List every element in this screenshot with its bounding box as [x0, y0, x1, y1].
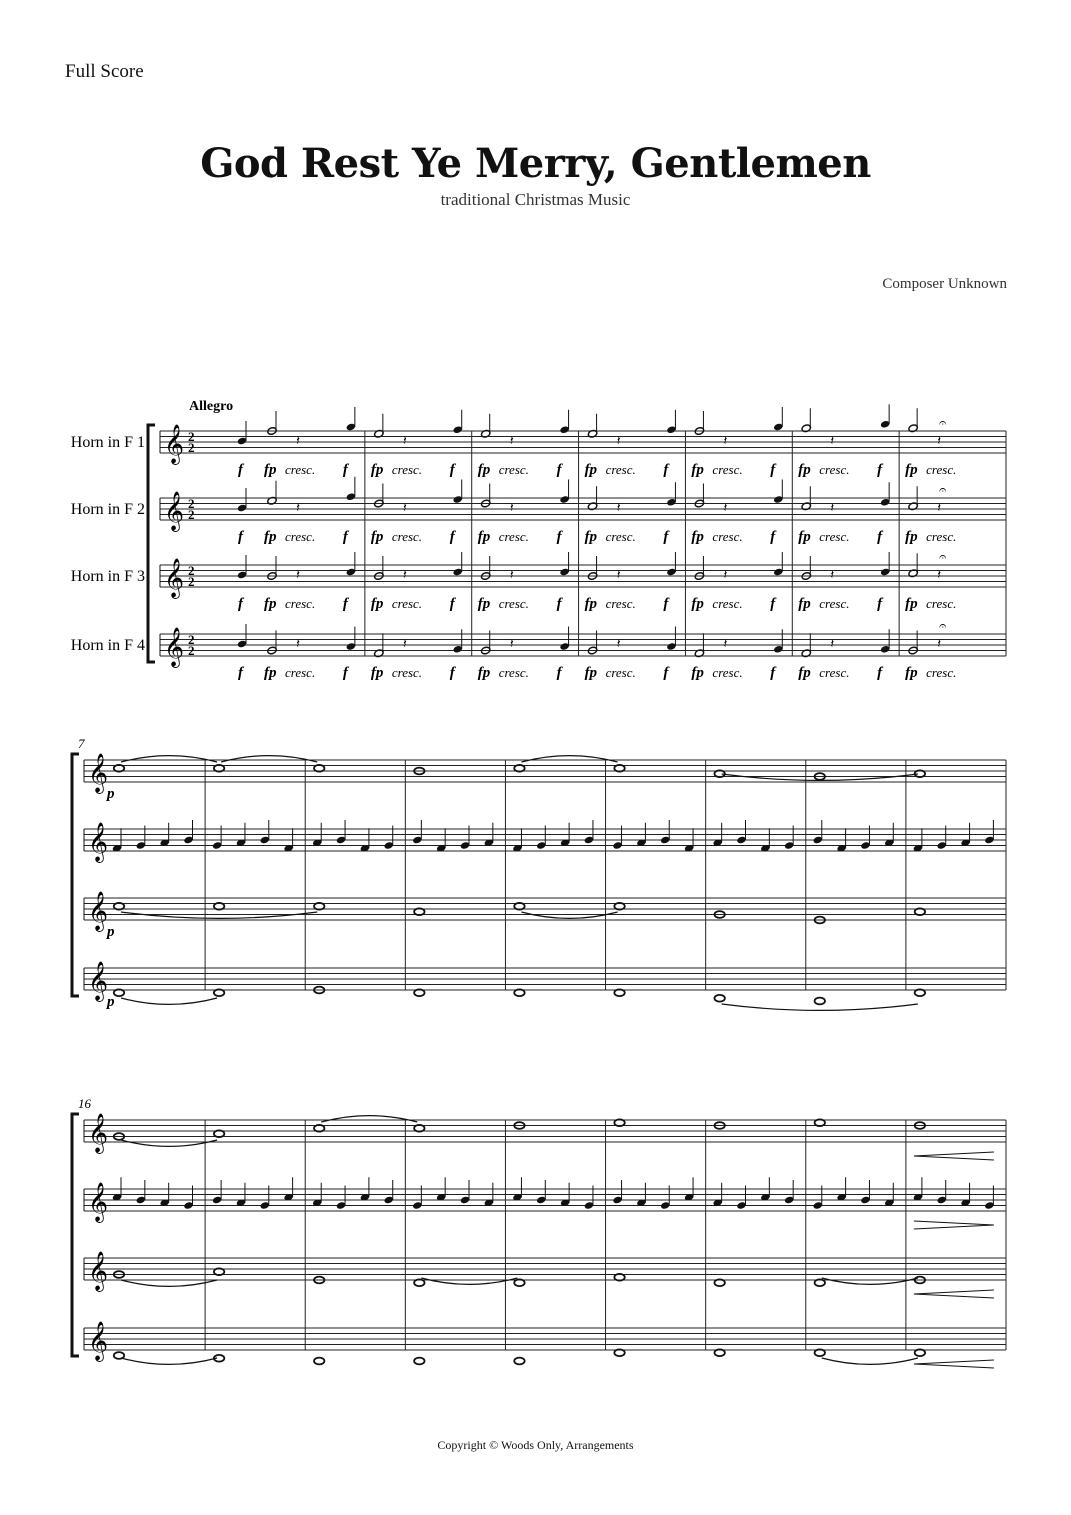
dynamic-forte: f: [663, 462, 669, 478]
dynamic-forte: f: [449, 596, 455, 612]
dynamic-forte: f: [877, 529, 883, 545]
dynamic-forte: f: [238, 596, 243, 612]
cresc-marking: cresc.: [926, 596, 957, 611]
system-3: [72, 1096, 1006, 1368]
system-bracket: [72, 1114, 79, 1356]
fermata: 𝄐: [939, 482, 947, 497]
quarter-rest: 𝄽: [402, 433, 407, 448]
score-subtitle: traditional Christmas Music: [440, 190, 631, 209]
dynamic-forte: f: [342, 462, 348, 478]
dynamic-forte: f: [770, 462, 776, 478]
dynamic-forte: f: [877, 596, 883, 612]
instrument-label: Horn in F 1: [70, 434, 145, 451]
quarter-rest: 𝄽: [723, 567, 728, 582]
dynamic-fortepiano: fp: [370, 665, 384, 681]
system-bracket: [72, 754, 79, 996]
cresc-marking: cresc.: [605, 462, 636, 477]
dynamic-forte: f: [770, 529, 776, 545]
treble-clef: 𝄞: [88, 1115, 109, 1152]
dynamic-forte: f: [663, 529, 669, 545]
dynamic-forte: f: [449, 462, 455, 478]
fermata: 𝄐: [939, 618, 947, 633]
quarter-rest: 𝄽: [509, 500, 514, 515]
quarter-rest: 𝄽: [723, 500, 728, 515]
system-bracket: [148, 425, 155, 662]
dynamic-fortepiano: fp: [691, 462, 704, 478]
dynamic-fortepiano: fp: [477, 665, 491, 681]
time-signature-bottom: 2: [188, 507, 195, 522]
quarter-rest: 𝄽: [402, 636, 407, 651]
tie-arc: [121, 756, 217, 762]
tie-arc: [121, 998, 217, 1004]
quarter-rest: 𝄽: [402, 500, 407, 515]
cresc-marking: cresc.: [285, 596, 316, 611]
cresc-marking: cresc.: [819, 596, 850, 611]
quarter-rest: 𝄽: [830, 636, 835, 651]
dynamic-fortepiano: fp: [798, 665, 811, 681]
dynamic-forte: f: [663, 596, 669, 612]
dynamic-fortepiano: fp: [264, 529, 277, 545]
cresc-marking: cresc.: [498, 665, 529, 680]
quarter-rest: 𝄽: [616, 567, 621, 582]
cresc-marking: cresc.: [391, 462, 423, 477]
cresc-marking: cresc.: [498, 596, 529, 611]
dynamic-fortepiano: fp: [905, 665, 918, 681]
fermata: 𝄐: [939, 415, 947, 430]
system-1: [71, 399, 1006, 681]
dynamic-forte: f: [556, 665, 562, 681]
dynamic-fortepiano: fp: [264, 462, 277, 478]
dynamic-fortepiano: fp: [798, 529, 811, 545]
dynamic-fortepiano: fp: [584, 529, 598, 545]
dynamic-forte: f: [449, 665, 455, 681]
cresc-marking: cresc.: [819, 462, 850, 477]
composer-credit: Composer Unknown: [882, 276, 1007, 292]
cresc-marking: cresc.: [605, 665, 636, 680]
instrument-label: Horn in F 2: [70, 501, 145, 518]
dynamic-fortepiano: fp: [691, 665, 704, 681]
whole-note: [714, 995, 724, 1002]
dynamic-fortepiano: fp: [905, 462, 918, 478]
treble-clef: 𝄞: [88, 963, 109, 1000]
treble-clef: 𝄞: [88, 1253, 109, 1290]
dynamic-fortepiano: fp: [370, 596, 384, 612]
dynamic-fortepiano: fp: [798, 596, 811, 612]
crescendo-hairpin: [914, 1360, 994, 1368]
cresc-marking: cresc.: [819, 529, 850, 544]
dynamic-fortepiano: fp: [477, 462, 491, 478]
dynamic-piano: p: [107, 786, 115, 802]
dynamic-piano: p: [107, 994, 115, 1010]
time-signature-top: 2: [188, 632, 195, 647]
treble-clef: 𝄞: [88, 893, 109, 930]
time-signature-top: 2: [188, 429, 195, 444]
cresc-marking: cresc.: [285, 462, 316, 477]
dynamic-fortepiano: fp: [798, 462, 811, 478]
tie-arc: [121, 912, 317, 918]
fermata: 𝄐: [939, 549, 947, 564]
quarter-rest: 𝄽: [509, 567, 514, 582]
dynamic-forte: f: [556, 596, 562, 612]
quarter-rest: 𝄽: [616, 636, 621, 651]
treble-clef: 𝄞: [164, 426, 185, 463]
crescendo-hairpin: [914, 1152, 994, 1160]
whole-note: [314, 1358, 324, 1365]
dynamic-forte: f: [663, 665, 669, 681]
time-signature-top: 2: [188, 496, 195, 511]
dynamic-fortepiano: fp: [370, 529, 384, 545]
whole-note: [514, 1358, 524, 1365]
dynamic-fortepiano: fp: [691, 529, 704, 545]
cresc-marking: cresc.: [391, 529, 423, 544]
tie-arc: [121, 1280, 217, 1286]
quarter-rest: 𝄽: [296, 433, 300, 448]
tie-arc: [822, 1358, 918, 1364]
cresc-marking: cresc.: [285, 665, 316, 680]
tie-arc: [521, 912, 617, 918]
quarter-rest: 𝄽: [296, 636, 300, 651]
dynamic-piano: p: [107, 924, 115, 940]
cresc-marking: cresc.: [819, 665, 850, 680]
tie-arc: [121, 1140, 217, 1146]
dynamic-forte: f: [342, 596, 348, 612]
whole-note: [414, 1358, 424, 1365]
cresc-marking: cresc.: [498, 462, 529, 477]
time-signature-top: 2: [188, 563, 195, 578]
treble-clef: 𝄞: [88, 1184, 109, 1221]
dynamic-forte: f: [556, 529, 562, 545]
measure-number: 7: [78, 736, 85, 751]
dynamic-fortepiano: fp: [370, 462, 384, 478]
treble-clef: 𝄞: [164, 493, 185, 530]
quarter-rest: 𝄽: [509, 636, 514, 651]
treble-clef: 𝄞: [164, 560, 185, 597]
cresc-marking: cresc.: [926, 529, 957, 544]
cresc-marking: cresc.: [605, 596, 636, 611]
tie-arc: [822, 1278, 918, 1284]
cresc-marking: cresc.: [712, 529, 743, 544]
dynamic-fortepiano: fp: [905, 529, 918, 545]
system-2: [72, 736, 1006, 1010]
tempo-marking: Allegro: [189, 399, 234, 414]
dynamic-forte: f: [877, 462, 883, 478]
cresc-marking: cresc.: [605, 529, 636, 544]
treble-clef: 𝄞: [88, 824, 109, 861]
quarter-rest: 𝄽: [723, 433, 728, 448]
quarter-rest: 𝄽: [830, 500, 835, 515]
cresc-marking: cresc.: [926, 665, 957, 680]
dynamic-forte: f: [238, 665, 243, 681]
treble-clef: 𝄞: [164, 629, 185, 666]
quarter-rest: 𝄽: [402, 567, 407, 582]
time-signature-bottom: 2: [188, 440, 195, 455]
quarter-rest: 𝄽: [616, 500, 621, 515]
quarter-rest: 𝄽: [937, 433, 942, 448]
dynamic-fortepiano: fp: [584, 596, 598, 612]
instrument-label: Horn in F 4: [70, 637, 145, 654]
dynamic-forte: f: [770, 596, 776, 612]
cresc-marking: cresc.: [498, 529, 529, 544]
dynamic-fortepiano: fp: [264, 665, 277, 681]
dynamic-fortepiano: fp: [584, 462, 598, 478]
crescendo-hairpin: [914, 1290, 994, 1298]
quarter-rest: 𝄽: [723, 636, 728, 651]
cresc-marking: cresc.: [712, 596, 743, 611]
dynamic-fortepiano: fp: [264, 596, 277, 612]
dynamic-forte: f: [877, 665, 883, 681]
dynamic-fortepiano: fp: [477, 529, 491, 545]
quarter-rest: 𝄽: [296, 500, 300, 515]
quarter-rest: 𝄽: [937, 567, 942, 582]
tie-arc: [321, 1116, 417, 1122]
dynamic-fortepiano: fp: [477, 596, 491, 612]
instrument-label: Horn in F 3: [70, 568, 145, 585]
quarter-rest: 𝄽: [830, 567, 835, 582]
dynamic-forte: f: [556, 462, 562, 478]
cresc-marking: cresc.: [391, 596, 423, 611]
score-type-label: Full Score: [65, 61, 144, 82]
dynamic-forte: f: [449, 529, 455, 545]
tie-arc: [421, 1278, 517, 1284]
treble-clef: 𝄞: [88, 1323, 109, 1360]
copyright-notice: Copyright © Woods Only, Arrangements: [437, 1438, 634, 1452]
quarter-rest: 𝄽: [830, 433, 835, 448]
dynamic-forte: f: [342, 665, 348, 681]
whole-note: [815, 998, 825, 1005]
dynamic-forte: f: [770, 665, 776, 681]
measure-number: 16: [78, 1096, 91, 1111]
quarter-rest: 𝄽: [937, 500, 942, 515]
tie-arc: [521, 756, 617, 762]
dynamic-forte: f: [238, 529, 243, 545]
dynamic-forte: f: [342, 529, 348, 545]
score-title: God Rest Ye Merry, Gentlemen: [200, 140, 871, 187]
cresc-marking: cresc.: [391, 665, 423, 680]
dynamic-fortepiano: fp: [584, 665, 598, 681]
cresc-marking: cresc.: [712, 665, 743, 680]
dynamic-forte: f: [238, 462, 243, 478]
quarter-rest: 𝄽: [616, 433, 621, 448]
cresc-marking: cresc.: [926, 462, 957, 477]
cresc-marking: cresc.: [712, 462, 743, 477]
tie-arc: [121, 1358, 217, 1364]
treble-clef: 𝄞: [88, 755, 109, 792]
tie-arc: [221, 756, 317, 762]
decrescendo-hairpin: [914, 1221, 994, 1229]
quarter-rest: 𝄽: [937, 636, 942, 651]
dynamic-fortepiano: fp: [691, 596, 704, 612]
time-signature-bottom: 2: [188, 574, 195, 589]
dynamic-fortepiano: fp: [905, 596, 918, 612]
time-signature-bottom: 2: [188, 643, 195, 658]
quarter-rest: 𝄽: [509, 433, 514, 448]
cresc-marking: cresc.: [285, 529, 316, 544]
quarter-rest: 𝄽: [296, 567, 300, 582]
